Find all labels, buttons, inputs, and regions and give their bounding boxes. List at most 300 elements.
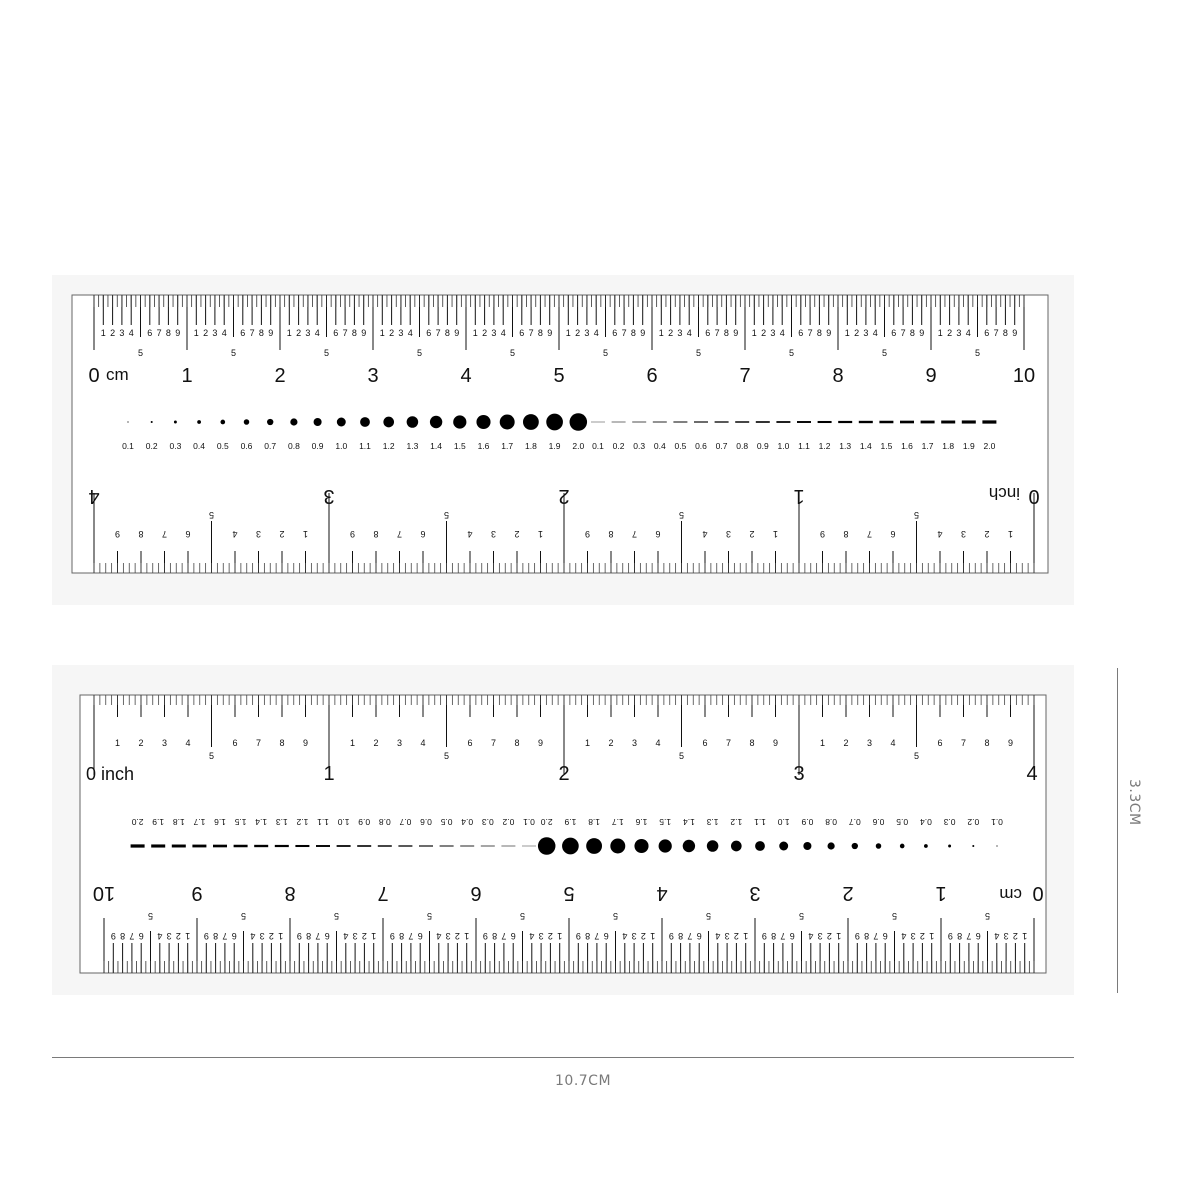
inch-minor-label: 3 (161, 738, 168, 748)
size-dot-label: 1.6 (635, 817, 648, 827)
cm-minor-label: 3 (584, 328, 590, 338)
cm-minor-label: 6 (510, 931, 516, 941)
size-dash (735, 421, 749, 422)
size-dot (127, 421, 128, 422)
cm-half-label: 5 (137, 348, 144, 358)
size-dash (192, 845, 206, 848)
inch-minor-label: 2 (843, 738, 849, 748)
inch-number: 4 (1026, 763, 1038, 785)
cm-minor-label: 7 (714, 328, 720, 338)
inch-minor-label: 3 (866, 738, 873, 748)
cm-minor-label: 4 (343, 931, 349, 941)
cm-minor-label: 4 (593, 328, 599, 338)
size-dot-label: 0.6 (240, 441, 253, 451)
cm-minor-label: 9 (547, 328, 553, 338)
inch-minor-label: 2 (608, 738, 614, 748)
size-dash (859, 421, 873, 423)
inch-minor-label: 9 (114, 529, 121, 539)
size-dot-label: 1.2 (730, 817, 743, 827)
size-dot-label: 0.1 (122, 441, 134, 451)
cm-number: 2 (274, 365, 286, 387)
size-dash (921, 421, 935, 424)
size-dot-label: 1.5 (659, 817, 672, 827)
size-dot-label: 1.3 (706, 817, 719, 827)
inch-minor-label: 8 (514, 738, 520, 748)
cm-minor-label: 9 (947, 931, 953, 941)
cm-minor-label: 7 (687, 931, 693, 941)
size-dash-label: 1.2 (818, 441, 831, 451)
size-dot-label: 1.0 (335, 441, 348, 451)
inch-number: 1 (323, 763, 335, 785)
cm-minor-label: 1 (185, 931, 191, 941)
cm-minor-label: 8 (306, 931, 312, 941)
inch-half-label: 5 (208, 510, 215, 520)
cm-number: 6 (470, 882, 482, 904)
cm-unit-label: cm (106, 365, 129, 384)
cm-minor-label: 3 (445, 931, 451, 941)
inch-minor-label: 4 (890, 738, 896, 748)
cm-minor-label: 1 (1022, 931, 1028, 941)
size-dot (267, 419, 273, 425)
size-dash-label: 0.2 (502, 817, 515, 827)
cm-minor-label: 9 (389, 931, 395, 941)
cm-minor-label: 7 (342, 328, 348, 338)
size-dot-label: 0.2 (967, 817, 980, 827)
size-dot-label: 1.9 (548, 441, 561, 451)
cm-minor-label: 6 (798, 328, 804, 338)
size-dash (612, 422, 626, 423)
cm-half-label: 5 (881, 348, 888, 358)
cm-minor-label: 8 (957, 931, 963, 941)
cm-minor-label: 1 (937, 328, 943, 338)
inch-number: 3 (793, 763, 805, 785)
cm-minor-label: 9 (1012, 328, 1018, 338)
cm-number: 7 (739, 365, 751, 387)
cm-half-label: 5 (695, 348, 702, 358)
inch-half-label: 5 (913, 510, 920, 520)
cm-minor-label: 1 (743, 931, 749, 941)
size-dash-label: 1.9 (962, 441, 975, 451)
inch-minor-label: 3 (396, 738, 403, 748)
size-dash-label: 0.7 (715, 441, 728, 451)
cm-minor-label: 4 (221, 328, 227, 338)
size-dash-label: 0.5 (440, 817, 453, 827)
ruler-bottom (52, 665, 1074, 995)
cm-minor-label: 3 (305, 328, 311, 338)
size-dash (982, 420, 996, 423)
inch-minor-label: 8 (984, 738, 990, 748)
size-dot-label: 0.6 (872, 817, 885, 827)
inch-minor-label: 9 (1007, 738, 1014, 748)
inch-minor-label: 1 (584, 738, 591, 748)
size-dash (694, 421, 708, 422)
cm-half-label: 5 (416, 348, 423, 358)
inch-minor-label: 8 (138, 529, 144, 539)
cm-minor-label: 7 (315, 931, 321, 941)
size-dash-label: 0.5 (674, 441, 687, 451)
cm-half-label: 5 (602, 348, 609, 358)
cm-half-label: 5 (323, 348, 330, 358)
size-dash (715, 421, 729, 422)
cm-minor-label: 7 (594, 931, 600, 941)
size-dot (174, 421, 177, 424)
cm-minor-label: 3 (817, 931, 823, 941)
size-dash (776, 421, 790, 423)
size-dash-label: 1.0 (777, 441, 790, 451)
cm-half-label: 5 (240, 911, 247, 921)
cm-number: 4 (656, 882, 668, 904)
cm-half-label: 5 (788, 348, 795, 358)
inch-half-label: 5 (208, 751, 215, 761)
inch-minor-label: 3 (255, 529, 262, 539)
ruler-bottom-card (52, 665, 1074, 995)
cm-number: 7 (377, 882, 389, 904)
cm-minor-label: 4 (779, 328, 785, 338)
height-dimension-line (1117, 668, 1118, 993)
size-dash-label: 1.4 (859, 441, 872, 451)
size-dot-label: 2.0 (572, 441, 585, 451)
inch-minor-label: 4 (937, 529, 943, 539)
cm-minor-label: 6 (612, 328, 618, 338)
size-dash (756, 421, 770, 423)
size-dash (316, 845, 330, 847)
cm-minor-label: 9 (296, 931, 302, 941)
cm-minor-label: 4 (500, 328, 506, 338)
cm-minor-label: 2 (110, 328, 116, 338)
cm-minor-label: 3 (538, 931, 544, 941)
size-dash (275, 845, 289, 847)
cm-minor-label: 4 (808, 931, 814, 941)
cm-minor-label: 8 (678, 931, 684, 941)
size-dash-label: 0.6 (695, 441, 707, 451)
inch-minor-label: 2 (749, 529, 755, 539)
size-dot (996, 845, 997, 846)
size-dot-label: 1.4 (430, 441, 443, 451)
cm-minor-label: 1 (472, 328, 478, 338)
size-dot-label: 0.5 (896, 817, 909, 827)
cm-minor-label: 2 (826, 931, 832, 941)
cm-half-label: 5 (705, 911, 712, 921)
cm-minor-label: 9 (668, 931, 674, 941)
size-dash (481, 846, 495, 847)
size-dash-label: 0.9 (358, 817, 371, 827)
size-dot-label: 1.5 (453, 441, 466, 451)
inch-minor-label: 2 (984, 529, 990, 539)
inch-minor-label: 8 (279, 738, 285, 748)
cm-minor-label: 6 (324, 931, 330, 941)
size-dot-label: 2.0 (540, 817, 553, 827)
size-dot-label: 0.4 (919, 817, 932, 827)
cm-minor-label: 7 (156, 328, 162, 338)
cm-minor-label: 1 (286, 328, 292, 338)
size-dash (797, 421, 811, 423)
cm-minor-label: 8 (537, 328, 543, 338)
inch-minor-label: 3 (960, 529, 967, 539)
cm-number: 2 (842, 882, 854, 904)
cm-minor-label: 4 (314, 328, 320, 338)
size-dash (440, 846, 454, 847)
cm-minor-label: 9 (110, 931, 116, 941)
cm-number: 9 (191, 882, 203, 904)
size-dash (941, 421, 955, 424)
cm-minor-label: 3 (259, 931, 265, 941)
size-dot (453, 415, 466, 428)
size-dash-label: 0.4 (461, 817, 474, 827)
cm-minor-label: 4 (436, 931, 442, 941)
cm-number: 5 (563, 882, 575, 904)
cm-minor-label: 2 (268, 931, 274, 941)
inch-half-label: 5 (443, 510, 450, 520)
size-dot-label: 1.4 (682, 817, 695, 827)
size-dot-label: 0.9 (801, 817, 814, 827)
inch-minor-label: 4 (420, 738, 426, 748)
inch-zero-label: 0 inch (86, 764, 135, 784)
inch-minor-label: 6 (655, 529, 661, 539)
inch-minor-label: 1 (819, 738, 826, 748)
cm-minor-label: 1 (193, 328, 199, 338)
cm-minor-label: 6 (705, 328, 711, 338)
cm-minor-label: 4 (872, 328, 878, 338)
size-dash-label: 1.5 (880, 441, 893, 451)
inch-minor-label: 4 (702, 529, 708, 539)
inch-number: 3 (323, 485, 335, 507)
cm-minor-label: 9 (919, 328, 925, 338)
ruler-top-card (52, 275, 1074, 605)
inch-minor-label: 7 (960, 738, 967, 748)
cm-minor-label: 7 (222, 931, 228, 941)
cm-minor-label: 2 (389, 328, 395, 338)
inch-minor-label: 8 (373, 529, 379, 539)
cm-minor-label: 7 (621, 328, 627, 338)
cm-minor-label: 9 (826, 328, 832, 338)
cm-minor-label: 8 (909, 328, 915, 338)
size-dash-label: 1.0 (337, 817, 350, 827)
size-dot-label: 0.2 (145, 441, 158, 451)
size-dot-label: 0.7 (264, 441, 277, 451)
size-dot (500, 415, 515, 430)
cm-minor-label: 9 (268, 328, 274, 338)
cm-minor-label: 6 (519, 328, 525, 338)
width-dimension-label: 10.7CM (555, 1073, 612, 1089)
cm-number: 4 (460, 365, 472, 387)
height-dimension-label: 3.3CM (1126, 779, 1142, 826)
cm-minor-label: 3 (398, 328, 404, 338)
size-dot (197, 420, 201, 424)
inch-minor-label: 1 (114, 738, 121, 748)
size-dot (972, 845, 974, 847)
size-dash (357, 845, 371, 847)
inch-half-label: 5 (443, 751, 450, 761)
cm-minor-label: 9 (733, 328, 739, 338)
size-dot-label: 1.9 (564, 817, 577, 827)
size-dot (290, 418, 297, 425)
cm-minor-label: 6 (789, 931, 795, 941)
size-dash-label: 1.2 (296, 817, 309, 827)
size-dash-label: 1.5 (234, 817, 247, 827)
size-dot (948, 845, 951, 848)
inch-minor-label: 4 (185, 738, 191, 748)
cm-number: 3 (367, 365, 379, 387)
size-dash-label: 0.3 (481, 817, 494, 827)
cm-minor-label: 7 (129, 931, 135, 941)
size-dot (546, 414, 563, 431)
size-dot-label: 0.3 (169, 441, 182, 451)
size-dash-label: 1.9 (152, 817, 165, 827)
size-dot-label: 0.8 (825, 817, 838, 827)
size-dot (570, 413, 588, 431)
size-dot-label: 0.7 (848, 817, 861, 827)
cm-minor-label: 4 (686, 328, 692, 338)
cm-minor-label: 1 (379, 328, 385, 338)
size-dot (924, 844, 928, 848)
cm-half-label: 5 (612, 911, 619, 921)
cm-minor-label: 6 (426, 328, 432, 338)
cm-minor-label: 6 (231, 931, 237, 941)
size-dot-label: 1.1 (359, 441, 371, 451)
size-dot (523, 414, 539, 430)
cm-minor-label: 9 (575, 931, 581, 941)
size-dash-label: 2.0 (983, 441, 996, 451)
cm-minor-label: 7 (900, 328, 906, 338)
cm-half-label: 5 (519, 911, 526, 921)
size-dash (151, 844, 165, 847)
size-dot (407, 416, 419, 428)
size-dash-label: 1.7 (921, 441, 934, 451)
cm-half-label: 5 (984, 911, 991, 921)
cm-half-label: 5 (333, 911, 340, 921)
cm-number: 0 (1032, 882, 1044, 904)
cm-number: 0 (88, 365, 100, 387)
size-dash (838, 421, 852, 423)
cm-number: 8 (832, 365, 844, 387)
size-dot (337, 418, 346, 427)
size-dot-label: 0.8 (287, 441, 300, 451)
inch-half-label: 5 (678, 510, 685, 520)
inch-minor-label: 8 (843, 529, 849, 539)
cm-minor-label: 7 (501, 931, 507, 941)
inch-minor-label: 1 (302, 529, 309, 539)
size-dot-label: 1.6 (477, 441, 490, 451)
size-dash (131, 844, 145, 847)
cm-minor-label: 4 (715, 931, 721, 941)
cm-minor-label: 6 (696, 931, 702, 941)
size-dash (879, 421, 893, 424)
size-dash-label: 1.3 (275, 817, 288, 827)
cm-minor-label: 2 (733, 931, 739, 941)
cm-minor-label: 2 (296, 328, 302, 338)
cm-minor-label: 3 (119, 328, 125, 338)
size-dash (234, 845, 248, 848)
inch-minor-label: 7 (396, 529, 403, 539)
size-dash-label: 0.2 (612, 441, 625, 451)
size-dot-label: 1.7 (611, 817, 624, 827)
size-dot (659, 839, 672, 852)
inch-unit-label: inch (988, 484, 1020, 503)
cm-minor-label: 8 (120, 931, 126, 941)
cm-minor-label: 2 (919, 931, 925, 941)
cm-minor-label: 2 (854, 328, 860, 338)
cm-minor-label: 7 (435, 328, 441, 338)
cm-minor-label: 6 (882, 931, 888, 941)
size-dash (900, 421, 914, 424)
cm-minor-label: 8 (258, 328, 264, 338)
inch-minor-label: 1 (349, 738, 356, 748)
cm-minor-label: 7 (528, 328, 534, 338)
cm-number: 10 (92, 882, 116, 904)
cm-minor-label: 2 (482, 328, 488, 338)
size-dash (398, 845, 412, 846)
cm-minor-label: 2 (361, 931, 367, 941)
cm-minor-label: 4 (901, 931, 907, 941)
cm-minor-label: 3 (631, 931, 637, 941)
cm-minor-label: 8 (165, 328, 171, 338)
inch-minor-label: 1 (537, 529, 544, 539)
size-dot (803, 842, 811, 850)
cm-minor-label: 9 (640, 328, 646, 338)
size-dot (476, 415, 490, 429)
inch-minor-label: 6 (702, 738, 708, 748)
size-dot (538, 837, 556, 855)
cm-number: 6 (646, 365, 658, 387)
cm-minor-label: 6 (147, 328, 153, 338)
inch-minor-label: 3 (631, 738, 638, 748)
cm-minor-label: 1 (557, 931, 563, 941)
inch-half-label: 5 (678, 751, 685, 761)
size-dot-label: 1.7 (501, 441, 514, 451)
size-dash-label: 1.6 (901, 441, 913, 451)
cm-minor-label: 6 (603, 931, 609, 941)
size-dot (827, 842, 834, 849)
size-dot (634, 839, 648, 853)
inch-number: 4 (88, 485, 100, 507)
cm-minor-label: 6 (417, 931, 423, 941)
size-dash-label: 1.1 (317, 817, 329, 827)
size-dot-label: 0.4 (193, 441, 206, 451)
cm-minor-label: 6 (240, 328, 246, 338)
cm-half-label: 5 (147, 911, 154, 921)
cm-minor-label: 1 (371, 931, 377, 941)
cm-minor-label: 8 (399, 931, 405, 941)
cm-minor-label: 2 (947, 328, 953, 338)
cm-minor-label: 3 (770, 328, 776, 338)
inch-minor-label: 6 (467, 738, 473, 748)
cm-minor-label: 8 (213, 931, 219, 941)
size-dot (610, 839, 625, 854)
size-dash-label: 0.8 (378, 817, 391, 827)
cm-minor-label: 2 (547, 931, 553, 941)
cm-minor-label: 1 (464, 931, 470, 941)
cm-minor-label: 8 (771, 931, 777, 941)
cm-minor-label: 6 (333, 328, 339, 338)
inch-minor-label: 4 (467, 529, 473, 539)
size-dot-label: 1.1 (754, 817, 766, 827)
inch-minor-label: 7 (725, 738, 732, 748)
cm-minor-label: 7 (249, 328, 255, 338)
cm-minor-label: 3 (166, 931, 172, 941)
size-dash (501, 846, 515, 847)
inch-minor-label: 9 (772, 738, 779, 748)
size-dot-label: 0.5 (216, 441, 229, 451)
size-dot (755, 841, 765, 851)
cm-minor-label: 4 (128, 328, 134, 338)
inch-minor-label: 8 (608, 529, 614, 539)
cm-minor-label: 1 (565, 328, 571, 338)
inch-minor-label: 7 (161, 529, 168, 539)
size-dash-label: 0.6 (420, 817, 432, 827)
inch-minor-label: 2 (138, 738, 144, 748)
inch-minor-label: 3 (725, 529, 732, 539)
inch-minor-label: 7 (255, 738, 262, 748)
